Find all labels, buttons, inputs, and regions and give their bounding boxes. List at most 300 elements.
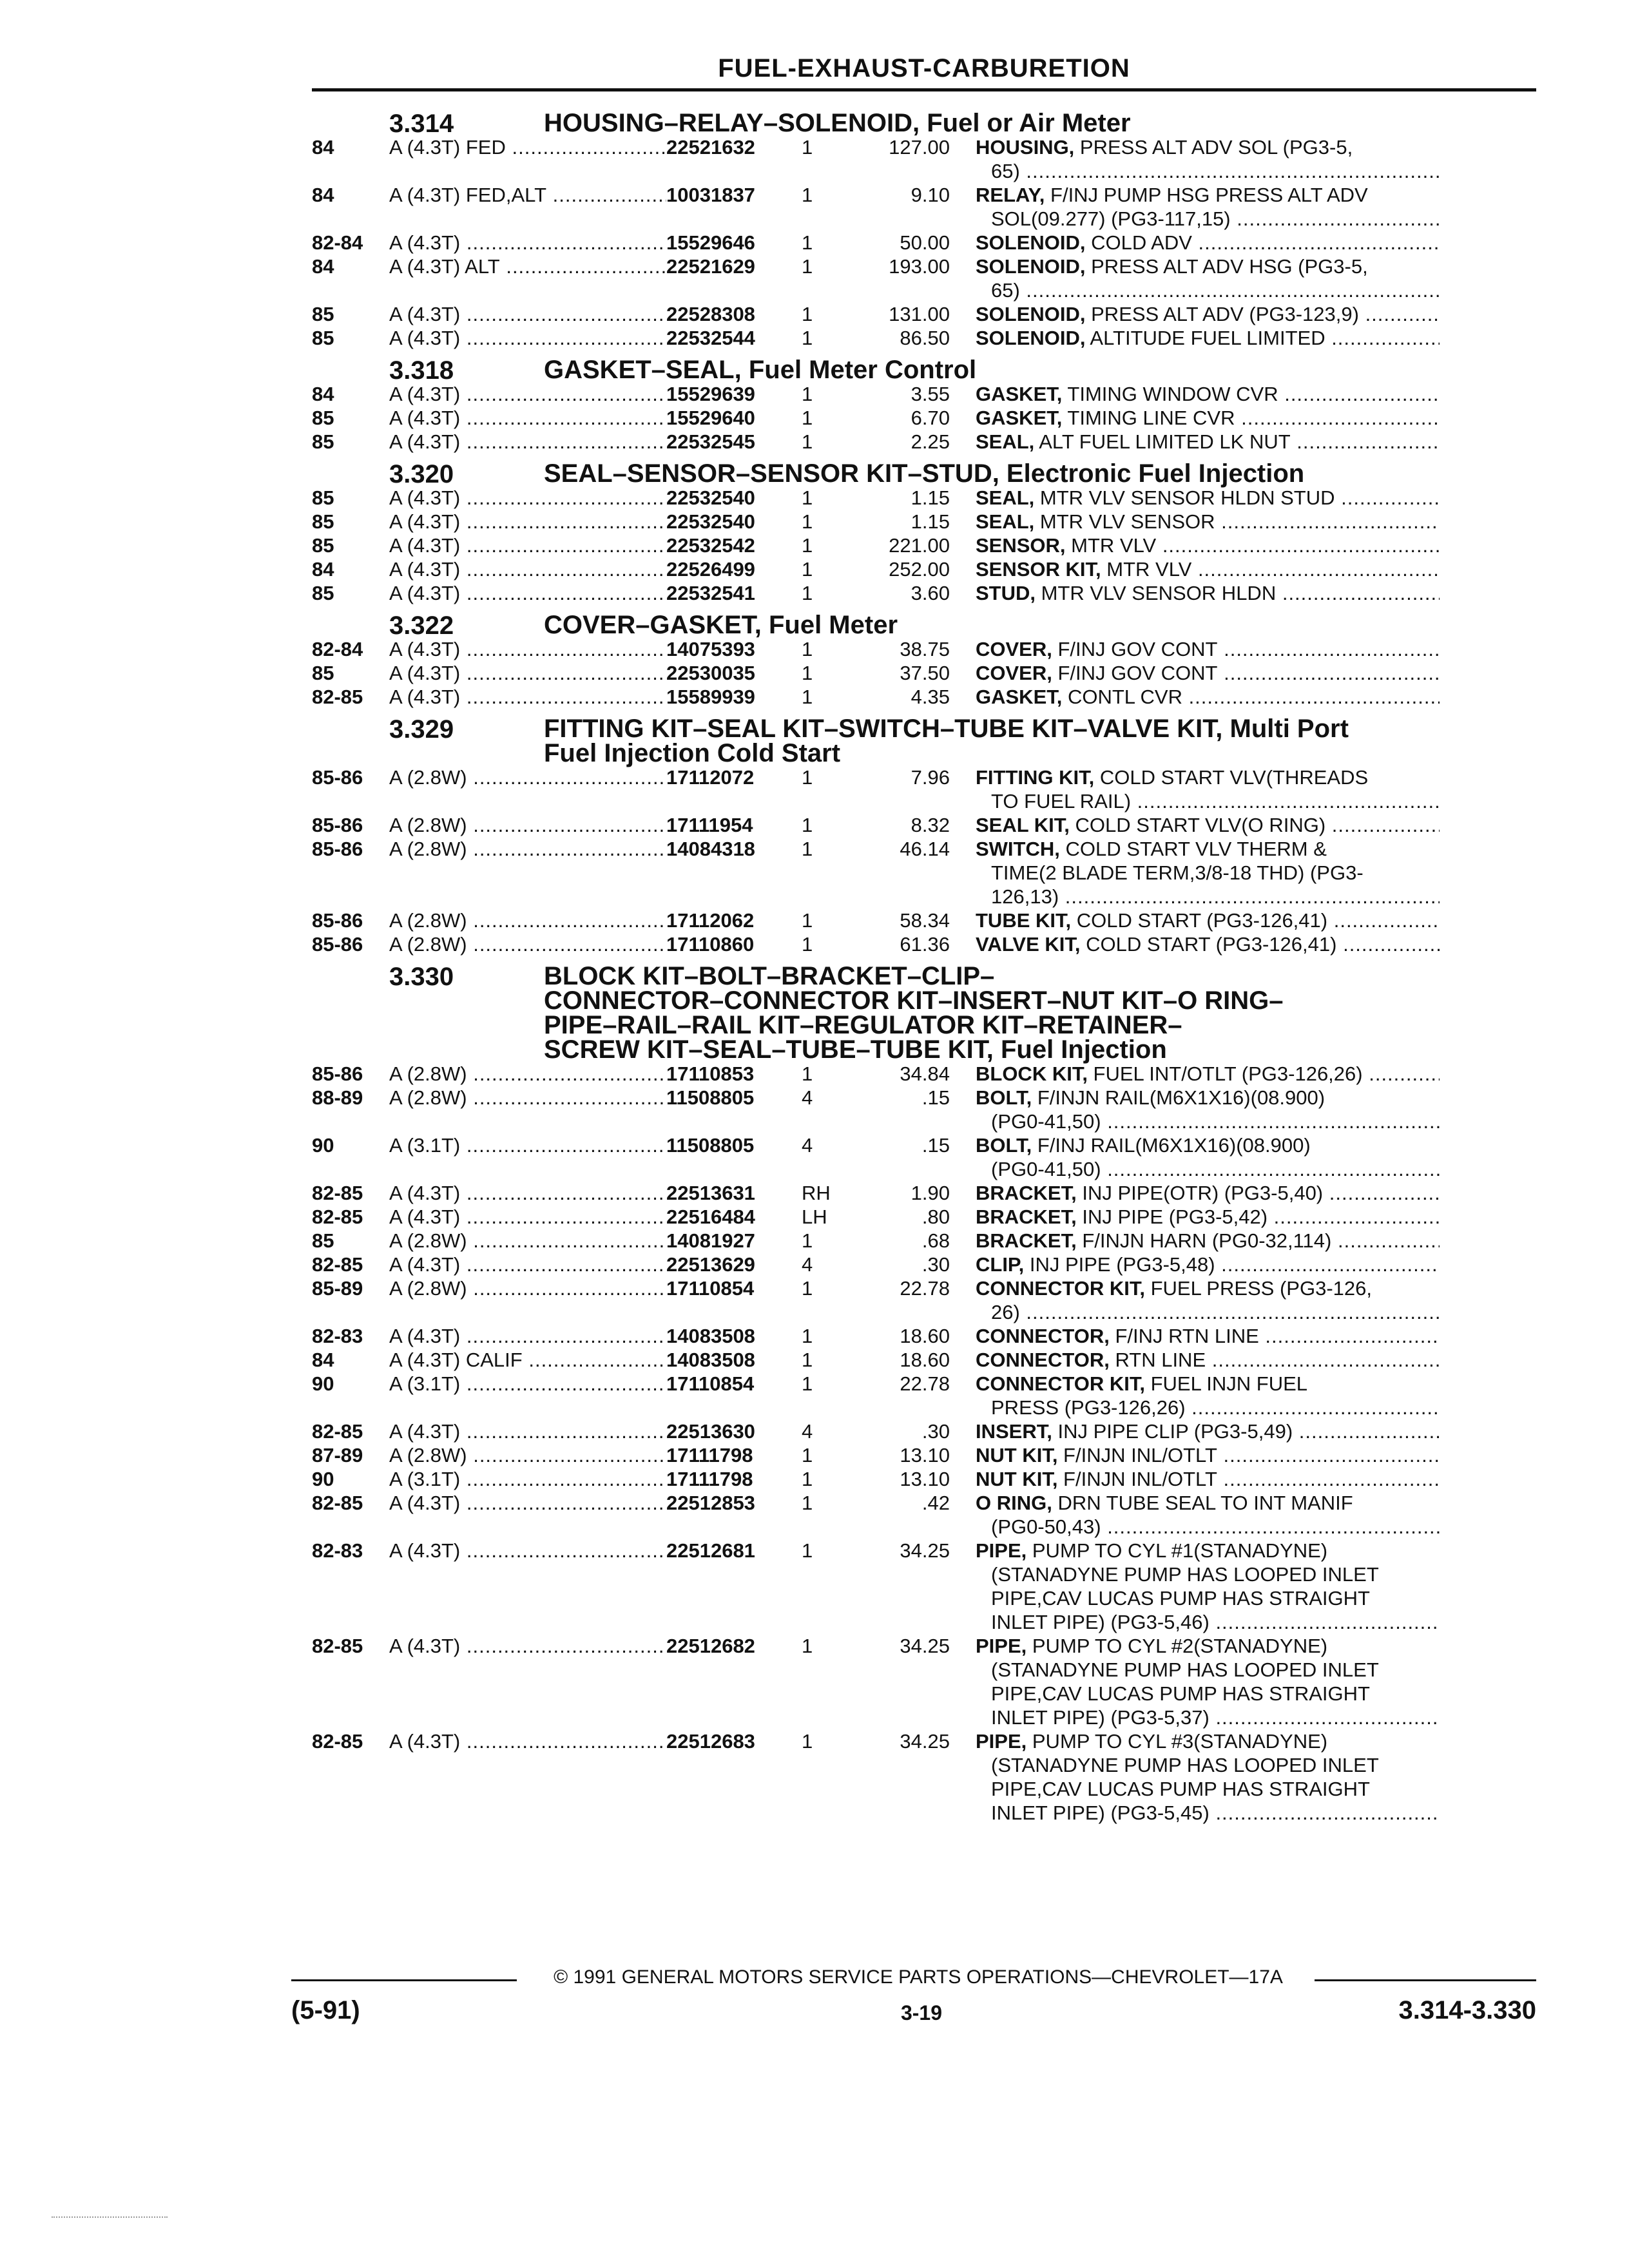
leader-dots xyxy=(1206,1349,1440,1371)
application-text: A (4.3T) xyxy=(389,662,461,684)
application-text: A (4.3T) xyxy=(389,1539,461,1562)
model-years: 84 xyxy=(312,383,334,405)
description xyxy=(976,1086,1440,1133)
leader-dots xyxy=(460,534,666,557)
part-row xyxy=(312,533,1536,557)
price: 127.00 xyxy=(889,136,950,159)
description-line xyxy=(976,1062,1440,1086)
part-number: 17112072 xyxy=(666,766,755,789)
leader-dots xyxy=(460,1253,666,1276)
description-text: F/INJN INL/OTLT xyxy=(1057,1444,1217,1466)
description-line xyxy=(976,1753,1440,1777)
description-line xyxy=(976,765,1440,789)
description xyxy=(976,813,1440,837)
description-line xyxy=(976,813,1440,837)
price: .42 xyxy=(921,1492,950,1514)
part-name: BRACKET, xyxy=(976,1229,1077,1252)
application xyxy=(389,1253,666,1276)
leader-dots xyxy=(1131,790,1440,812)
quantity: 1 xyxy=(802,1062,813,1085)
application xyxy=(389,581,666,605)
leader-dots xyxy=(1101,1158,1440,1180)
description xyxy=(976,135,1440,183)
parts-list xyxy=(312,103,1536,1825)
section-header xyxy=(312,356,1536,385)
section-header xyxy=(312,715,1536,765)
part-name: BRACKET, xyxy=(976,1206,1077,1228)
part-number: 10031837 xyxy=(666,184,755,206)
price: 9.10 xyxy=(911,184,950,206)
application-text: A (4.3T) xyxy=(389,638,461,660)
model-years: 90 xyxy=(312,1134,334,1157)
application xyxy=(389,1467,666,1491)
part-row xyxy=(312,231,1536,255)
application-text: A (2.8W) xyxy=(389,766,467,789)
part-row xyxy=(312,1276,1536,1324)
price: 252.00 xyxy=(889,558,950,581)
part-name: CONNECTOR, xyxy=(976,1349,1110,1371)
description-line xyxy=(976,1777,1440,1801)
part-number: 17110860 xyxy=(666,933,755,956)
description-line xyxy=(976,1610,1440,1634)
part-name: BRACKET, xyxy=(976,1182,1077,1204)
description xyxy=(976,581,1440,605)
description-text: PRESS ALT ADV (PG3-123,9) xyxy=(1085,303,1359,325)
leader-dots xyxy=(546,184,666,206)
quantity: 1 xyxy=(802,255,813,278)
application xyxy=(389,533,666,557)
leader-dots xyxy=(1331,1229,1440,1252)
price: .30 xyxy=(921,1253,950,1276)
leader-dots xyxy=(460,510,666,533)
part-number: 14075393 xyxy=(666,638,755,660)
part-number: 22532542 xyxy=(666,534,755,557)
application-text: A (4.3T) xyxy=(389,1492,461,1514)
description-text: F/INJN HARN (PG0-32,114) xyxy=(1076,1229,1332,1252)
model-years: 84 xyxy=(312,255,334,278)
description xyxy=(976,661,1440,685)
price: 18.60 xyxy=(900,1349,950,1371)
description-text: TIMING WINDOW CVR xyxy=(1062,383,1278,405)
leader-dots xyxy=(1156,534,1440,557)
footer-date-code: (5-91) xyxy=(291,1996,360,2024)
leader-dots xyxy=(467,1086,666,1109)
description xyxy=(976,1372,1440,1419)
leader-dots xyxy=(460,1420,666,1443)
application-text: A (4.3T) xyxy=(389,582,461,604)
part-row xyxy=(312,326,1536,350)
quantity: 1 xyxy=(802,407,813,429)
description-text: RTN LINE xyxy=(1109,1349,1206,1371)
part-name: STUD, xyxy=(976,582,1036,604)
part-row xyxy=(312,1443,1536,1467)
leader-dots xyxy=(1210,1611,1440,1633)
price: 3.60 xyxy=(911,582,950,604)
part-row xyxy=(312,255,1536,302)
price: .30 xyxy=(921,1420,950,1443)
quantity: 1 xyxy=(802,510,813,533)
leader-dots xyxy=(500,255,666,278)
description xyxy=(976,1634,1440,1729)
part-row xyxy=(312,1634,1536,1729)
description-text: INLET PIPE) (PG3-5,45) xyxy=(991,1802,1210,1824)
application xyxy=(389,1205,666,1229)
description-text: 26) xyxy=(991,1301,1020,1323)
description-text: F/INJ RAIL(M6X1X16)(08.900) xyxy=(1032,1134,1311,1157)
description-line xyxy=(976,1205,1440,1229)
application xyxy=(389,1491,666,1539)
description-text: COLD START VLV(O RING) xyxy=(1069,814,1326,836)
price: .15 xyxy=(921,1086,950,1109)
part-number: 17111798 xyxy=(666,1468,753,1490)
description-line xyxy=(976,278,1440,302)
description-text: (PG0-50,43) xyxy=(991,1515,1101,1538)
leader-dots xyxy=(460,327,666,349)
quantity: 1 xyxy=(802,1539,813,1562)
model-years: 85 xyxy=(312,1229,334,1252)
footer-page-number: 3-19 xyxy=(900,2001,943,2024)
description-text: MTR VLV SENSOR HLDN xyxy=(1036,582,1277,604)
section-number: 3.318 xyxy=(389,356,454,385)
section-number: 3.314 xyxy=(389,110,454,138)
description xyxy=(976,1729,1440,1825)
price: 86.50 xyxy=(900,327,950,349)
leader-dots xyxy=(1293,1420,1440,1443)
application-text: A (2.8W) xyxy=(389,838,467,860)
description-line xyxy=(976,1396,1440,1419)
application-text: A (2.8W) xyxy=(389,1229,467,1252)
leader-dots xyxy=(1210,1706,1440,1729)
description-text: F/INJN RAIL(M6X1X16)(08.900) xyxy=(1032,1086,1325,1109)
description xyxy=(976,1467,1440,1491)
application xyxy=(389,231,666,255)
description xyxy=(976,1253,1440,1276)
model-years: 85 xyxy=(312,407,334,429)
part-name: COVER, xyxy=(976,638,1052,660)
description-text: COLD START VLV(THREADS xyxy=(1094,766,1369,789)
section-title: COVER–GASKET, Fuel Meter xyxy=(544,611,898,639)
part-number: 14083508 xyxy=(666,1349,755,1371)
quantity: 1 xyxy=(802,327,813,349)
leader-dots xyxy=(1101,1110,1440,1133)
description-text: INJ PIPE CLIP (PG3-5,49) xyxy=(1052,1420,1293,1443)
part-name: PIPE, xyxy=(976,1539,1027,1562)
section-title: HOUSING–RELAY–SOLENOID, Fuel or Air Meter xyxy=(544,109,1131,137)
model-years: 82-85 xyxy=(312,686,363,708)
quantity: 1 xyxy=(802,1468,813,1490)
description-text: PRESS ALT ADV HSG (PG3-5, xyxy=(1085,255,1368,278)
part-number: 14084318 xyxy=(666,838,755,860)
price: .80 xyxy=(921,1206,950,1228)
description-text: TIMING LINE CVR xyxy=(1062,407,1235,429)
quantity: 4 xyxy=(802,1420,813,1443)
quantity: LH xyxy=(802,1206,827,1228)
application-text: A (4.3T) xyxy=(389,558,461,581)
application xyxy=(389,135,666,183)
description-text: TIME(2 BLADE TERM,3/8-18 THD) (PG3- xyxy=(991,861,1364,884)
leader-dots xyxy=(460,303,666,325)
price: .68 xyxy=(921,1229,950,1252)
application-text: A (4.3T) xyxy=(389,1635,461,1657)
leader-dots xyxy=(460,1468,666,1490)
quantity: 1 xyxy=(802,303,813,325)
part-name: SOLENOID, xyxy=(976,303,1086,325)
description xyxy=(976,1348,1440,1372)
leader-dots xyxy=(1268,1206,1440,1228)
description-text: F/INJ GOV CONT xyxy=(1052,662,1218,684)
application xyxy=(389,430,666,454)
description-line xyxy=(976,231,1440,255)
description-text: PIPE,CAV LUCAS PUMP HAS STRAIGHT xyxy=(991,1587,1370,1610)
quantity: 1 xyxy=(802,838,813,860)
application xyxy=(389,1276,666,1324)
leader-dots xyxy=(460,1492,666,1514)
description xyxy=(976,1181,1440,1205)
model-years: 85 xyxy=(312,303,334,325)
part-number: 22530035 xyxy=(666,662,755,684)
section-header xyxy=(312,460,1536,486)
leader-dots xyxy=(523,1349,666,1371)
description xyxy=(976,637,1440,661)
model-years: 82-84 xyxy=(312,638,363,660)
description-line xyxy=(976,1682,1440,1706)
model-years: 85-86 xyxy=(312,933,363,956)
part-name: BOLT, xyxy=(976,1086,1032,1109)
description-line xyxy=(976,1586,1440,1610)
application-text: A (4.3T) xyxy=(389,1253,461,1276)
leader-dots xyxy=(460,662,666,684)
application xyxy=(389,637,666,661)
part-row xyxy=(312,1205,1536,1229)
part-number: 22512853 xyxy=(666,1492,755,1514)
description-text: MTR VLV xyxy=(1065,534,1157,557)
description-line xyxy=(976,159,1440,183)
part-number: 22521629 xyxy=(666,255,755,278)
description-line xyxy=(976,837,1440,861)
application xyxy=(389,813,666,837)
description-text: FUEL INJN FUEL xyxy=(1144,1372,1308,1395)
part-name: PIPE, xyxy=(976,1635,1027,1657)
application xyxy=(389,932,666,956)
leader-dots xyxy=(1191,558,1440,581)
part-name: SENSOR, xyxy=(976,534,1066,557)
leader-dots xyxy=(467,814,666,836)
leader-dots xyxy=(460,1635,666,1657)
part-row xyxy=(312,932,1536,956)
description-text: 126,13) xyxy=(991,885,1059,908)
description-line xyxy=(976,1086,1440,1110)
description-text: INJ PIPE(OTR) (PG3-5,40) xyxy=(1076,1182,1324,1204)
description xyxy=(976,1491,1440,1539)
part-name: SENSOR KIT, xyxy=(976,558,1101,581)
description-text: PRESS (PG3-126,26) xyxy=(991,1396,1186,1419)
description-line xyxy=(976,1634,1440,1658)
application xyxy=(389,1729,666,1825)
price: 50.00 xyxy=(900,231,950,254)
quantity: 1 xyxy=(802,766,813,789)
part-number: 22513631 xyxy=(666,1182,755,1204)
part-row xyxy=(312,813,1536,837)
part-number: 17110854 xyxy=(666,1372,755,1395)
quantity: 1 xyxy=(802,136,813,159)
description-text: 65) xyxy=(991,160,1020,182)
description-text: COLD ADV xyxy=(1085,231,1192,254)
description-text: SOL(09.277) (PG3-117,15) xyxy=(991,207,1231,230)
description-text: FUEL PRESS (PG3-126, xyxy=(1144,1277,1372,1300)
part-number: 22532544 xyxy=(666,327,755,349)
model-years: 85 xyxy=(312,662,334,684)
description-line xyxy=(976,789,1440,813)
model-years: 84 xyxy=(312,184,334,206)
part-name: BLOCK KIT, xyxy=(976,1062,1088,1085)
leader-dots xyxy=(1291,430,1440,453)
model-years: 85 xyxy=(312,582,334,604)
application-text: A (4.3T) xyxy=(389,1325,461,1347)
description-line xyxy=(976,1419,1440,1443)
leader-dots xyxy=(467,1444,666,1466)
quantity: 4 xyxy=(802,1134,813,1157)
quantity: 1 xyxy=(802,909,813,932)
description-line xyxy=(976,510,1440,533)
part-row xyxy=(312,183,1536,231)
price: 3.55 xyxy=(911,383,950,405)
quantity: 1 xyxy=(802,686,813,708)
description-line xyxy=(976,1372,1440,1396)
description-text: COLD START (PG3-126,41) xyxy=(1071,909,1328,932)
part-row xyxy=(312,1229,1536,1253)
part-row xyxy=(312,1253,1536,1276)
description-text: PUMP TO CYL #1(STANADYNE) xyxy=(1027,1539,1328,1562)
leader-dots xyxy=(1217,1468,1440,1490)
description xyxy=(976,557,1440,581)
leader-dots xyxy=(1359,303,1440,325)
section-number: 3.320 xyxy=(389,460,454,488)
leader-dots xyxy=(1101,1515,1440,1538)
part-row xyxy=(312,1419,1536,1443)
section-title: GASKET–SEAL, Fuel Meter Control xyxy=(544,356,977,384)
description-line xyxy=(976,1491,1440,1515)
description-line xyxy=(976,908,1440,932)
model-years: 88-89 xyxy=(312,1086,363,1109)
leader-dots xyxy=(1335,486,1440,509)
leader-dots xyxy=(467,933,666,956)
description-line xyxy=(976,1729,1440,1753)
description-line xyxy=(976,557,1440,581)
model-years: 87-89 xyxy=(312,1444,363,1466)
quantity: 1 xyxy=(802,1730,813,1753)
part-name: INSERT, xyxy=(976,1420,1052,1443)
leader-dots xyxy=(1276,582,1440,604)
description-text: MTR VLV SENSOR HLDN STUD xyxy=(1034,486,1335,509)
price: 34.25 xyxy=(900,1539,950,1562)
leader-dots xyxy=(1323,1182,1440,1204)
section-number: 3.330 xyxy=(389,963,454,991)
application xyxy=(389,1133,666,1181)
part-name: SOLENOID, xyxy=(976,231,1086,254)
part-number: 22512681 xyxy=(666,1539,755,1562)
quantity: RH xyxy=(802,1182,831,1204)
part-number: 17112062 xyxy=(666,909,755,932)
description-line xyxy=(976,1801,1440,1825)
description-text: DRN TUBE SEAL TO INT MANIF xyxy=(1052,1492,1353,1514)
leader-dots xyxy=(460,1206,666,1228)
model-years: 82-85 xyxy=(312,1206,363,1228)
model-years: 82-85 xyxy=(312,1635,363,1657)
description-text: MTR VLV xyxy=(1101,558,1192,581)
description-line xyxy=(976,326,1440,350)
description xyxy=(976,1276,1440,1324)
part-row xyxy=(312,382,1536,406)
footer-section-range: 3.314-3.330 xyxy=(1398,1996,1536,2024)
quantity: 1 xyxy=(802,662,813,684)
part-name: VALVE KIT, xyxy=(976,933,1081,956)
leader-dots xyxy=(460,1134,666,1157)
part-number: 22521632 xyxy=(666,136,755,159)
leader-dots xyxy=(1278,383,1440,405)
quantity: 1 xyxy=(802,231,813,254)
application-text: A (4.3T) xyxy=(389,407,461,429)
description-line xyxy=(976,932,1440,956)
leader-dots xyxy=(1182,686,1440,708)
part-number: 14083508 xyxy=(666,1325,755,1347)
description-text: F/INJ RTN LINE xyxy=(1109,1325,1259,1347)
price: 46.14 xyxy=(900,838,950,860)
description-line xyxy=(976,685,1440,709)
description-text: INLET PIPE) (PG3-5,37) xyxy=(991,1706,1210,1729)
part-number: 22532540 xyxy=(666,486,755,509)
description-text: (PG0-41,50) xyxy=(991,1158,1101,1180)
leader-dots xyxy=(1217,638,1440,660)
application-text: A (2.8W) xyxy=(389,1062,467,1085)
application xyxy=(389,183,666,231)
description-text: INLET PIPE) (PG3-5,46) xyxy=(991,1611,1210,1633)
model-years: 85-89 xyxy=(312,1277,363,1300)
model-years: 85 xyxy=(312,430,334,453)
footer-rule-right xyxy=(1315,1979,1536,1981)
quantity: 1 xyxy=(802,1444,813,1466)
quantity: 4 xyxy=(802,1086,813,1109)
description-line xyxy=(976,406,1440,430)
part-name: RELAY, xyxy=(976,184,1045,206)
leader-dots xyxy=(467,766,666,789)
part-number: 11508805 xyxy=(666,1134,755,1157)
description-line xyxy=(976,1443,1440,1467)
application-text: A (4.3T) xyxy=(389,430,461,453)
application xyxy=(389,1372,666,1419)
leader-dots xyxy=(1363,1062,1440,1085)
price: 34.84 xyxy=(900,1062,950,1085)
part-number: 22526499 xyxy=(666,558,755,581)
quantity: 1 xyxy=(802,1277,813,1300)
model-years: 90 xyxy=(312,1468,334,1490)
part-row xyxy=(312,510,1536,533)
application xyxy=(389,486,666,510)
model-years: 90 xyxy=(312,1372,334,1395)
description-line xyxy=(976,382,1440,406)
application xyxy=(389,1086,666,1133)
section-title: FITTING KIT–SEAL KIT–SWITCH–TUBE KIT–VALVE KIT, Multi Port Fuel Injection Cold Start xyxy=(544,715,1349,767)
description-text: MTR VLV SENSOR xyxy=(1034,510,1215,533)
quantity: 1 xyxy=(802,638,813,660)
application xyxy=(389,302,666,326)
model-years: 85-86 xyxy=(312,766,363,789)
description-text: 65) xyxy=(991,279,1020,302)
application-text: A (2.8W) xyxy=(389,1277,467,1300)
application-text: A (2.8W) xyxy=(389,933,467,956)
model-years: 85 xyxy=(312,486,334,509)
description-text: F/INJ PUMP HSG PRESS ALT ADV xyxy=(1045,184,1368,206)
description-text: INJ PIPE (PG3-5,48) xyxy=(1024,1253,1215,1276)
